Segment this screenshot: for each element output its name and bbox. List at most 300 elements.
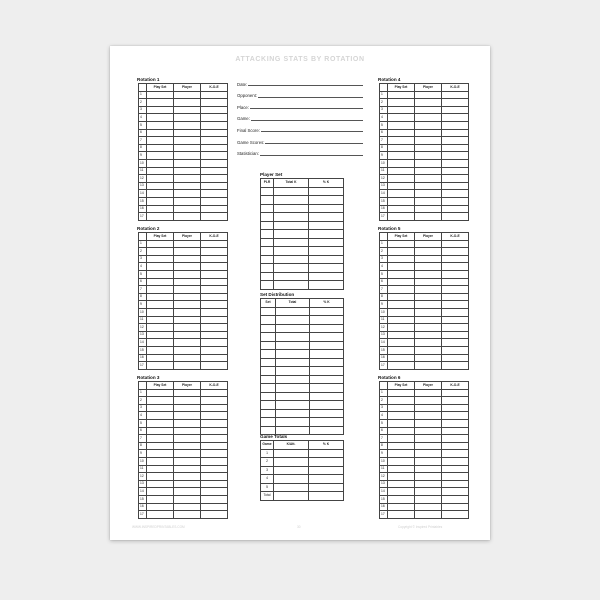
- entry-cell[interactable]: [147, 255, 174, 263]
- entry-cell[interactable]: [174, 346, 201, 354]
- form-field-line[interactable]: [265, 140, 363, 145]
- entry-cell[interactable]: [201, 346, 228, 354]
- entry-cell[interactable]: [442, 442, 469, 450]
- entry-cell[interactable]: [174, 159, 201, 167]
- entry-cell[interactable]: [415, 159, 442, 167]
- entry-cell[interactable]: [274, 221, 309, 230]
- entry-cell[interactable]: [388, 144, 415, 152]
- entry-cell[interactable]: [147, 419, 174, 427]
- entry-cell[interactable]: [442, 503, 469, 511]
- entry-cell[interactable]: [442, 240, 469, 248]
- entry-cell[interactable]: [274, 238, 309, 247]
- entry-cell[interactable]: [147, 167, 174, 175]
- entry-cell[interactable]: [310, 358, 344, 367]
- entry-cell[interactable]: [147, 473, 174, 481]
- entry-cell[interactable]: [201, 308, 228, 316]
- entry-cell[interactable]: [174, 205, 201, 213]
- entry-cell[interactable]: [309, 449, 344, 458]
- entry-cell[interactable]: [174, 167, 201, 175]
- entry-cell[interactable]: [415, 270, 442, 278]
- entry-cell[interactable]: [309, 221, 344, 230]
- entry-cell[interactable]: [147, 442, 174, 450]
- entry-cell[interactable]: [274, 196, 309, 205]
- entry-cell[interactable]: [309, 264, 344, 273]
- entry-cell[interactable]: [274, 264, 309, 273]
- entry-cell[interactable]: [442, 308, 469, 316]
- entry-cell[interactable]: [415, 511, 442, 519]
- entry-cell[interactable]: [174, 354, 201, 362]
- entry-cell[interactable]: [442, 427, 469, 435]
- entry-cell[interactable]: [388, 99, 415, 107]
- entry-cell[interactable]: [174, 240, 201, 248]
- entry-cell[interactable]: [147, 488, 174, 496]
- entry-cell[interactable]: [174, 91, 201, 99]
- entry-cell[interactable]: [147, 339, 174, 347]
- entry-cell[interactable]: [388, 263, 415, 271]
- entry-cell[interactable]: [274, 272, 309, 281]
- entry-cell[interactable]: [274, 492, 309, 501]
- entry-cell[interactable]: [415, 316, 442, 324]
- entry-cell[interactable]: [201, 240, 228, 248]
- entry-cell[interactable]: [442, 248, 469, 256]
- entry-cell[interactable]: [309, 238, 344, 247]
- entry-cell[interactable]: [147, 354, 174, 362]
- entry-cell[interactable]: [442, 190, 469, 198]
- entry-cell[interactable]: [415, 91, 442, 99]
- entry-cell[interactable]: [174, 270, 201, 278]
- entry-cell[interactable]: [415, 152, 442, 160]
- entry-cell[interactable]: [388, 503, 415, 511]
- form-field-line[interactable]: [260, 151, 363, 156]
- entry-cell[interactable]: [147, 190, 174, 198]
- entry-cell[interactable]: [201, 457, 228, 465]
- entry-cell[interactable]: [388, 301, 415, 309]
- entry-cell[interactable]: [415, 255, 442, 263]
- entry-cell[interactable]: [276, 358, 310, 367]
- entry-cell[interactable]: [174, 503, 201, 511]
- entry-cell[interactable]: [261, 187, 274, 196]
- entry-cell[interactable]: [274, 458, 309, 467]
- entry-cell[interactable]: [442, 301, 469, 309]
- entry-cell[interactable]: [310, 316, 344, 325]
- entry-cell[interactable]: [201, 99, 228, 107]
- entry-cell[interactable]: [147, 175, 174, 183]
- entry-cell[interactable]: [388, 137, 415, 145]
- entry-cell[interactable]: [388, 389, 415, 397]
- entry-cell[interactable]: [388, 278, 415, 286]
- entry-cell[interactable]: [388, 354, 415, 362]
- entry-cell[interactable]: [388, 293, 415, 301]
- entry-cell[interactable]: [174, 324, 201, 332]
- entry-cell[interactable]: [388, 106, 415, 114]
- entry-cell[interactable]: [147, 278, 174, 286]
- entry-cell[interactable]: [388, 213, 415, 221]
- entry-cell[interactable]: [415, 473, 442, 481]
- entry-cell[interactable]: [415, 308, 442, 316]
- entry-cell[interactable]: [147, 240, 174, 248]
- entry-cell[interactable]: [274, 213, 309, 222]
- entry-cell[interactable]: [174, 213, 201, 221]
- entry-cell[interactable]: [388, 346, 415, 354]
- entry-cell[interactable]: [309, 272, 344, 281]
- entry-cell[interactable]: [274, 187, 309, 196]
- entry-cell[interactable]: [309, 492, 344, 501]
- entry-cell[interactable]: [201, 91, 228, 99]
- entry-cell[interactable]: [174, 175, 201, 183]
- entry-cell[interactable]: [174, 137, 201, 145]
- entry-cell[interactable]: [201, 278, 228, 286]
- entry-cell[interactable]: [201, 263, 228, 271]
- entry-cell[interactable]: [174, 339, 201, 347]
- entry-cell[interactable]: [388, 114, 415, 122]
- entry-cell[interactable]: [147, 362, 174, 370]
- entry-cell[interactable]: [147, 144, 174, 152]
- entry-cell[interactable]: [415, 427, 442, 435]
- entry-cell[interactable]: [388, 473, 415, 481]
- entry-cell[interactable]: [201, 316, 228, 324]
- entry-cell[interactable]: [174, 435, 201, 443]
- entry-cell[interactable]: [415, 465, 442, 473]
- entry-cell[interactable]: [201, 301, 228, 309]
- entry-cell[interactable]: [442, 137, 469, 145]
- entry-cell[interactable]: [174, 144, 201, 152]
- entry-cell[interactable]: [201, 248, 228, 256]
- entry-cell[interactable]: [388, 435, 415, 443]
- entry-cell[interactable]: [276, 375, 310, 384]
- entry-cell[interactable]: [442, 354, 469, 362]
- entry-cell[interactable]: [415, 354, 442, 362]
- entry-cell[interactable]: [174, 404, 201, 412]
- entry-cell[interactable]: [442, 144, 469, 152]
- entry-cell[interactable]: [201, 473, 228, 481]
- entry-cell[interactable]: [388, 121, 415, 129]
- entry-cell[interactable]: [415, 99, 442, 107]
- entry-cell[interactable]: [174, 106, 201, 114]
- entry-cell[interactable]: [261, 230, 274, 239]
- entry-cell[interactable]: [442, 121, 469, 129]
- entry-cell[interactable]: [309, 483, 344, 492]
- entry-cell[interactable]: [309, 213, 344, 222]
- entry-cell[interactable]: [415, 442, 442, 450]
- entry-cell[interactable]: [274, 449, 309, 458]
- entry-cell[interactable]: [174, 182, 201, 190]
- entry-cell[interactable]: [147, 197, 174, 205]
- entry-cell[interactable]: [415, 190, 442, 198]
- entry-cell[interactable]: [442, 404, 469, 412]
- entry-cell[interactable]: [442, 286, 469, 294]
- entry-cell[interactable]: [201, 324, 228, 332]
- entry-cell[interactable]: [442, 205, 469, 213]
- entry-cell[interactable]: [442, 419, 469, 427]
- entry-cell[interactable]: [174, 99, 201, 107]
- entry-cell[interactable]: [274, 230, 309, 239]
- entry-cell[interactable]: [388, 331, 415, 339]
- entry-cell[interactable]: [310, 367, 344, 376]
- entry-cell[interactable]: [442, 255, 469, 263]
- entry-cell[interactable]: [147, 308, 174, 316]
- entry-cell[interactable]: [201, 114, 228, 122]
- entry-cell[interactable]: [442, 389, 469, 397]
- entry-cell[interactable]: [442, 511, 469, 519]
- entry-cell[interactable]: [442, 106, 469, 114]
- entry-cell[interactable]: [261, 204, 274, 213]
- entry-cell[interactable]: [147, 99, 174, 107]
- entry-cell[interactable]: [261, 324, 276, 333]
- entry-cell[interactable]: [147, 404, 174, 412]
- entry-cell[interactable]: [147, 450, 174, 458]
- entry-cell[interactable]: [174, 197, 201, 205]
- entry-cell[interactable]: [147, 293, 174, 301]
- entry-cell[interactable]: [388, 427, 415, 435]
- entry-cell[interactable]: [174, 190, 201, 198]
- entry-cell[interactable]: [442, 182, 469, 190]
- entry-cell[interactable]: [261, 213, 274, 222]
- entry-cell[interactable]: [274, 475, 309, 484]
- entry-cell[interactable]: [147, 213, 174, 221]
- entry-cell[interactable]: [174, 308, 201, 316]
- entry-cell[interactable]: [442, 167, 469, 175]
- entry-cell[interactable]: [442, 278, 469, 286]
- entry-cell[interactable]: [415, 137, 442, 145]
- entry-cell[interactable]: [201, 205, 228, 213]
- entry-cell[interactable]: [147, 270, 174, 278]
- entry-cell[interactable]: [442, 346, 469, 354]
- entry-cell[interactable]: [261, 316, 276, 325]
- entry-cell[interactable]: [276, 384, 310, 393]
- entry-cell[interactable]: [174, 397, 201, 405]
- entry-cell[interactable]: [442, 435, 469, 443]
- entry-cell[interactable]: [174, 278, 201, 286]
- entry-cell[interactable]: [147, 480, 174, 488]
- entry-cell[interactable]: [442, 129, 469, 137]
- entry-cell[interactable]: [442, 495, 469, 503]
- entry-cell[interactable]: [174, 293, 201, 301]
- entry-cell[interactable]: [276, 367, 310, 376]
- entry-cell[interactable]: [310, 324, 344, 333]
- entry-cell[interactable]: [415, 301, 442, 309]
- entry-cell[interactable]: [201, 331, 228, 339]
- entry-cell[interactable]: [261, 238, 274, 247]
- entry-cell[interactable]: [261, 375, 276, 384]
- entry-cell[interactable]: [174, 316, 201, 324]
- entry-cell[interactable]: [261, 409, 276, 418]
- entry-cell[interactable]: [147, 263, 174, 271]
- entry-cell[interactable]: [174, 301, 201, 309]
- entry-cell[interactable]: [442, 324, 469, 332]
- entry-cell[interactable]: [174, 255, 201, 263]
- entry-cell[interactable]: [388, 197, 415, 205]
- entry-cell[interactable]: [415, 331, 442, 339]
- entry-cell[interactable]: [442, 339, 469, 347]
- entry-cell[interactable]: [261, 196, 274, 205]
- entry-cell[interactable]: [201, 488, 228, 496]
- entry-cell[interactable]: [388, 442, 415, 450]
- entry-cell[interactable]: [388, 339, 415, 347]
- entry-cell[interactable]: [415, 435, 442, 443]
- entry-cell[interactable]: [415, 213, 442, 221]
- entry-cell[interactable]: [442, 362, 469, 370]
- entry-cell[interactable]: [309, 196, 344, 205]
- entry-cell[interactable]: [174, 286, 201, 294]
- entry-cell[interactable]: [201, 175, 228, 183]
- entry-cell[interactable]: [261, 333, 276, 342]
- entry-cell[interactable]: [388, 465, 415, 473]
- form-field-line[interactable]: [261, 128, 363, 133]
- entry-cell[interactable]: [442, 480, 469, 488]
- entry-cell[interactable]: [201, 167, 228, 175]
- entry-cell[interactable]: [388, 450, 415, 458]
- entry-cell[interactable]: [147, 182, 174, 190]
- entry-cell[interactable]: [274, 466, 309, 475]
- entry-cell[interactable]: [201, 495, 228, 503]
- entry-cell[interactable]: [442, 473, 469, 481]
- entry-cell[interactable]: [442, 91, 469, 99]
- entry-cell[interactable]: [261, 392, 276, 401]
- entry-cell[interactable]: [309, 230, 344, 239]
- entry-cell[interactable]: [415, 182, 442, 190]
- entry-cell[interactable]: [174, 331, 201, 339]
- entry-cell[interactable]: [174, 465, 201, 473]
- entry-cell[interactable]: [174, 362, 201, 370]
- entry-cell[interactable]: [174, 412, 201, 420]
- entry-cell[interactable]: [310, 341, 344, 350]
- entry-cell[interactable]: [415, 480, 442, 488]
- entry-cell[interactable]: [174, 457, 201, 465]
- entry-cell[interactable]: [201, 389, 228, 397]
- entry-cell[interactable]: [388, 457, 415, 465]
- entry-cell[interactable]: [415, 106, 442, 114]
- entry-cell[interactable]: [274, 247, 309, 256]
- entry-cell[interactable]: [174, 450, 201, 458]
- entry-cell[interactable]: [442, 99, 469, 107]
- entry-cell[interactable]: [201, 397, 228, 405]
- entry-cell[interactable]: [201, 121, 228, 129]
- entry-cell[interactable]: [147, 106, 174, 114]
- entry-cell[interactable]: [442, 397, 469, 405]
- entry-cell[interactable]: [442, 316, 469, 324]
- entry-cell[interactable]: [261, 341, 276, 350]
- entry-cell[interactable]: [274, 483, 309, 492]
- entry-cell[interactable]: [388, 129, 415, 137]
- entry-cell[interactable]: [201, 286, 228, 294]
- entry-cell[interactable]: [310, 409, 344, 418]
- entry-cell[interactable]: [261, 281, 274, 290]
- entry-cell[interactable]: [415, 450, 442, 458]
- entry-cell[interactable]: [201, 144, 228, 152]
- entry-cell[interactable]: [147, 503, 174, 511]
- entry-cell[interactable]: [174, 152, 201, 160]
- entry-cell[interactable]: [147, 121, 174, 129]
- entry-cell[interactable]: [415, 488, 442, 496]
- entry-cell[interactable]: [261, 255, 274, 264]
- entry-cell[interactable]: [388, 248, 415, 256]
- entry-cell[interactable]: [388, 511, 415, 519]
- entry-cell[interactable]: [388, 495, 415, 503]
- entry-cell[interactable]: [274, 255, 309, 264]
- entry-cell[interactable]: [309, 466, 344, 475]
- entry-cell[interactable]: [201, 480, 228, 488]
- entry-cell[interactable]: [201, 412, 228, 420]
- entry-cell[interactable]: [388, 190, 415, 198]
- entry-cell[interactable]: [201, 339, 228, 347]
- entry-cell[interactable]: [415, 389, 442, 397]
- entry-cell[interactable]: [147, 114, 174, 122]
- entry-cell[interactable]: [388, 404, 415, 412]
- entry-cell[interactable]: [442, 159, 469, 167]
- entry-cell[interactable]: [415, 404, 442, 412]
- entry-cell[interactable]: [415, 248, 442, 256]
- entry-cell[interactable]: [388, 175, 415, 183]
- entry-cell[interactable]: [442, 114, 469, 122]
- entry-cell[interactable]: [201, 354, 228, 362]
- entry-cell[interactable]: [388, 205, 415, 213]
- entry-cell[interactable]: [442, 152, 469, 160]
- entry-cell[interactable]: [309, 475, 344, 484]
- entry-cell[interactable]: [442, 457, 469, 465]
- entry-cell[interactable]: [147, 324, 174, 332]
- entry-cell[interactable]: [388, 316, 415, 324]
- entry-cell[interactable]: [415, 197, 442, 205]
- entry-cell[interactable]: [415, 419, 442, 427]
- entry-cell[interactable]: [201, 442, 228, 450]
- entry-cell[interactable]: [442, 197, 469, 205]
- entry-cell[interactable]: [147, 286, 174, 294]
- entry-cell[interactable]: [310, 375, 344, 384]
- entry-cell[interactable]: [201, 197, 228, 205]
- entry-cell[interactable]: [310, 333, 344, 342]
- entry-cell[interactable]: [147, 205, 174, 213]
- entry-cell[interactable]: [309, 255, 344, 264]
- entry-cell[interactable]: [147, 159, 174, 167]
- entry-cell[interactable]: [147, 152, 174, 160]
- form-field-line[interactable]: [248, 82, 363, 87]
- entry-cell[interactable]: [415, 457, 442, 465]
- entry-cell[interactable]: [415, 503, 442, 511]
- entry-cell[interactable]: [174, 488, 201, 496]
- entry-cell[interactable]: [261, 384, 276, 393]
- entry-cell[interactable]: [276, 409, 310, 418]
- entry-cell[interactable]: [261, 264, 274, 273]
- entry-cell[interactable]: [388, 362, 415, 370]
- entry-cell[interactable]: [442, 213, 469, 221]
- entry-cell[interactable]: [147, 465, 174, 473]
- entry-cell[interactable]: [388, 324, 415, 332]
- entry-cell[interactable]: [388, 480, 415, 488]
- entry-cell[interactable]: [147, 511, 174, 519]
- entry-cell[interactable]: [201, 511, 228, 519]
- entry-cell[interactable]: [309, 204, 344, 213]
- entry-cell[interactable]: [261, 247, 274, 256]
- entry-cell[interactable]: [442, 450, 469, 458]
- entry-cell[interactable]: [415, 144, 442, 152]
- entry-cell[interactable]: [442, 465, 469, 473]
- entry-cell[interactable]: [310, 384, 344, 393]
- entry-cell[interactable]: [415, 114, 442, 122]
- entry-cell[interactable]: [261, 221, 274, 230]
- entry-cell[interactable]: [310, 401, 344, 410]
- entry-cell[interactable]: [388, 159, 415, 167]
- entry-cell[interactable]: [174, 511, 201, 519]
- entry-cell[interactable]: [174, 129, 201, 137]
- entry-cell[interactable]: [388, 488, 415, 496]
- entry-cell[interactable]: [174, 480, 201, 488]
- entry-cell[interactable]: [388, 240, 415, 248]
- entry-cell[interactable]: [415, 167, 442, 175]
- entry-cell[interactable]: [261, 350, 276, 359]
- entry-cell[interactable]: [442, 412, 469, 420]
- entry-cell[interactable]: [388, 397, 415, 405]
- entry-cell[interactable]: [415, 278, 442, 286]
